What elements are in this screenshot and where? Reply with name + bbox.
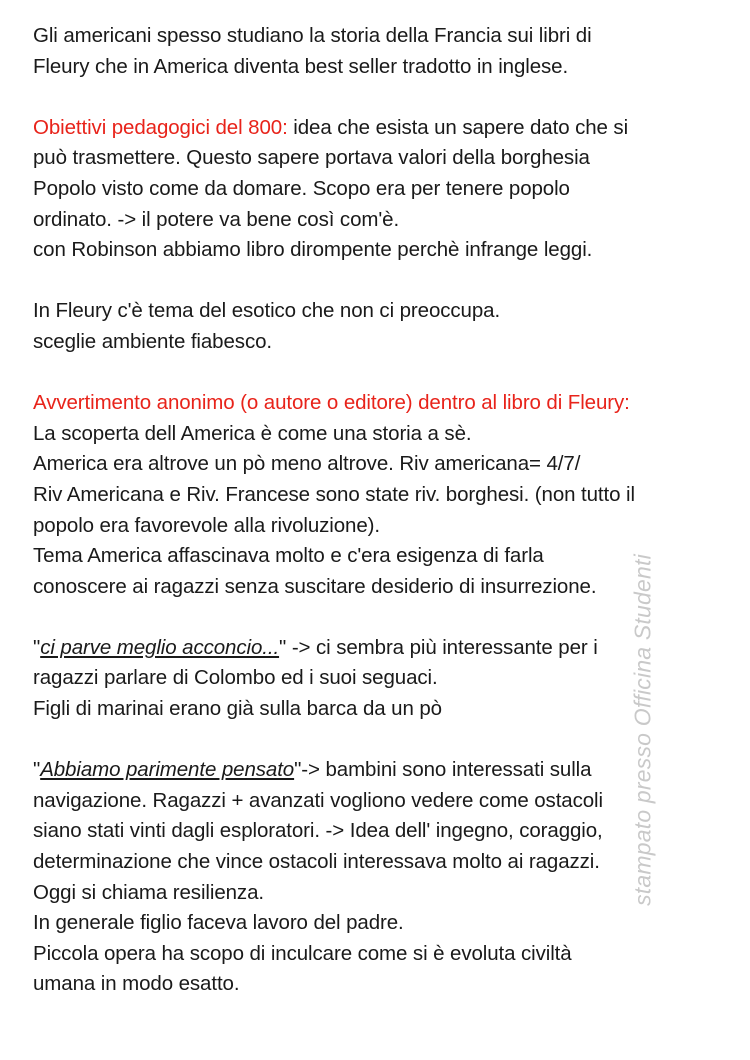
- paragraph-6-line-1: [33, 755, 733, 786]
- paragraph-5-line-2: ragazzi parlare di Colombo ed i suoi seguaci.: [33, 666, 438, 690]
- spacer: [33, 602, 733, 633]
- watermark: stampato presso Officina Studenti: [629, 554, 656, 906]
- paragraph-6-line-8: umana in modo esatto.: [33, 972, 240, 996]
- paragraph-6-line-5: Oggi si chiama resilienza.: [33, 880, 264, 904]
- paragraph-4-line-4: popolo era favorevole alla rivoluzione).: [33, 513, 380, 537]
- paragraph-2-line-3: Popolo visto come da domare. Scopo era per tenere popolo: [33, 176, 570, 200]
- paragraph-2-line-1-text: idea che esista un sapere dato che si: [287, 115, 629, 139]
- paragraph-6-line-6: In generale figlio faceva lavoro del padre.: [33, 911, 404, 935]
- paragraph-4-line-2: America era altrove un pò meno altrove. Riv americana= 4/7/: [33, 452, 581, 476]
- paragraph-5-line-1-text: " -> ci sembra più interessante per i: [279, 635, 598, 659]
- paragraph-2-line-2: può trasmettere. Questo sapere portava valori della borghesia: [33, 146, 590, 170]
- paragraph-4-line-6: conoscere ai ragazzi senza suscitare desiderio di insurrezione.: [33, 574, 597, 598]
- paragraph-5-line-3: Figli di marinai erano già sulla barca da un pò: [33, 697, 442, 721]
- paragraph-6-line-7: Piccola opera ha scopo di inculcare come si è evoluta civiltà: [33, 941, 572, 965]
- paragraph-6-line-1-text: "-> bambini sono interessati sulla: [294, 758, 592, 782]
- paragraph-4-line-3: Riv Americana e Riv. Francese sono state riv. borghesi. (non tutto il: [33, 482, 635, 506]
- section-heading-avvertimento: Avvertimento anonimo (o autore o editore) dentro al libro di Fleury:: [33, 391, 630, 415]
- quoted-phrase-acconcio: ci parve meglio acconcio...: [40, 635, 280, 659]
- spacer: [33, 266, 733, 297]
- paragraph-1-line-1: Gli americani spesso studiano la storia della Francia sui libri di: [33, 24, 592, 47]
- spacer: [33, 358, 733, 389]
- notes-page: [33, 21, 733, 1000]
- paragraph-2-line-1: [33, 113, 733, 144]
- paragraph-3-line-2: sceglie ambiente fiabesco.: [33, 329, 272, 353]
- paragraph-6-line-2: navigazione. Ragazzi + avanzati vogliono vedere come ostacoli: [33, 788, 603, 812]
- paragraph-4-line-5: Tema America affascinava molto e c'era esigenza di farla: [33, 544, 544, 568]
- open-quote: ": [33, 635, 41, 659]
- section-heading-obiettivi: Obiettivi pedagogici del 800:: [33, 115, 288, 139]
- paragraph-1-line-2: Fleury che in America diventa best seller tradotto in inglese.: [33, 54, 569, 78]
- open-quote: ": [33, 758, 41, 782]
- quoted-phrase-parimente: Abbiamo parimente pensato: [40, 758, 295, 782]
- paragraph-5-line-1: [33, 633, 733, 664]
- spacer: [33, 725, 733, 756]
- paragraph-2-line-5: con Robinson abbiamo libro dirompente perchè infrange leggi.: [33, 238, 593, 262]
- paragraph-4-line-1: La scoperta dell America è come una storia a sè.: [33, 421, 472, 445]
- paragraph-3-line-1: In Fleury c'è tema del esotico che non ci preoccupa.: [33, 299, 501, 323]
- paragraph-6-line-3: siano stati vinti dagli esploratori. -> Idea dell' ingegno, coraggio,: [33, 819, 603, 843]
- spacer: [33, 82, 733, 113]
- paragraph-6-line-4: determinazione che vince ostacoli interessava molto ai ragazzi.: [33, 850, 600, 874]
- paragraph-2-line-4: ordinato. -> il potere va bene così com'è.: [33, 207, 400, 231]
